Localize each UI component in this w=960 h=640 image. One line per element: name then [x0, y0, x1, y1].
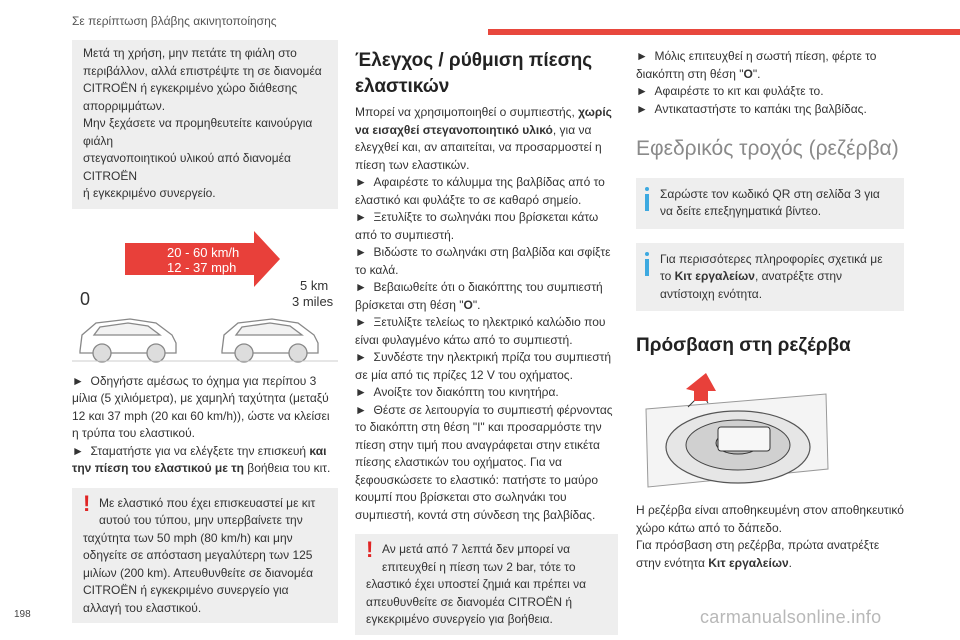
section-heading-pressure: Έλεγχος / ρύθμιση πίεσης ελαστικών [355, 50, 593, 97]
arrow-right-icon: ► [355, 175, 374, 189]
pressure-intro [355, 104, 618, 174]
list-item [636, 48, 904, 83]
access-text: Για πρόσβαση στη ρεζέρβα, πρώτα ανατρέξτε στην ενότητα [636, 538, 880, 570]
note-line: Μην ξεχάσετε να προμηθευτείτε καινούργια φιάλη [83, 116, 313, 148]
arrow-right-icon: ► [355, 245, 374, 259]
note-line: περιβάλλον, αλλά επιστρέψτε τη σε διανομέα [83, 63, 322, 78]
step-text: Ανοίξτε τον διακόπτη του κινητήρα. [373, 385, 559, 399]
step-text: Αφαιρέστε το κάλυμμα της βαλβίδας από το ελαστικό και φυλάξτε το σε καθαρό σημείο. [355, 175, 605, 207]
list-item [355, 209, 618, 244]
list-item [355, 174, 618, 209]
intro-bold-text: χωρίς να εισαχθεί στεγανοποιητικό υλικό [355, 105, 612, 137]
subheading-spare-access: Πρόσβαση στη ρεζέρβα [636, 335, 851, 356]
arrow-right-icon: ► [636, 49, 655, 63]
lift-arrow-icon [686, 373, 716, 401]
step-text: Αντικαταστήστε το καπάκι της βαλβίδας. [654, 101, 867, 116]
distance-miles-label: 3 miles [292, 293, 334, 309]
note-line: Μετά τη χρήση, μην πετάτε τη φιάλη στο [83, 46, 297, 60]
speed-warning-box [72, 488, 338, 624]
toolkit-info-box [636, 243, 904, 312]
info-icon [645, 252, 649, 276]
speed-kmh-label: 20 - 60 km/h [167, 244, 240, 260]
arrow-right-icon: ► [72, 373, 91, 388]
column-1 [72, 40, 338, 623]
pressure-warning-box [355, 534, 618, 635]
column-3 [636, 48, 904, 572]
check-text-end: βοήθεια του κιτ. [243, 461, 331, 475]
access-bold-text: Κιτ εργαλείων [708, 555, 789, 570]
list-item [355, 244, 618, 279]
arrow-right-icon: ► [355, 210, 374, 224]
spare-wheel-icon [636, 369, 836, 494]
step-text: Ξετυλίξτε τελείως το ηλεκτρικό καλώδιο που είναι φυλαγμένο κάτω από το συμπιεστή. [355, 315, 606, 347]
step-bold: O [743, 66, 753, 81]
arrow-right-icon: ► [72, 443, 91, 458]
arrow-right-icon: ► [355, 385, 374, 399]
list-item [355, 314, 618, 349]
step-text-end: ". [472, 297, 481, 312]
arrow-right-icon: ► [355, 315, 374, 329]
intro-text: Μπορεί να χρησιμοποιηθεί ο συμπιεστής, [355, 105, 579, 119]
pressure-steps-list [355, 174, 618, 524]
driving-distance-figure [72, 227, 338, 367]
step-text-end: ". [752, 66, 761, 81]
note-line: στεγανοποιητικού υλικού από διανομέα CITROËN [83, 151, 291, 183]
step-text: Συνδέστε την ηλεκτρική πρίζα του συμπιεστή σε μία από τις πρίζες 12 V του οχήματος. [355, 350, 612, 382]
note-line: απορριμμάτων. [83, 98, 166, 113]
arrow-right-icon: ► [355, 280, 374, 294]
info-text-end: , ανατρέξτε στην αντίστοιχη ενότητα. [660, 269, 843, 301]
step-text: Ξετυλίξτε το σωληνάκι που βρίσκεται κάτω από το συμπιεστή. [355, 210, 599, 242]
list-item [355, 279, 618, 314]
info-icon [645, 187, 649, 211]
spare-location-text: Η ρεζέρβα είναι αποθηκευμένη στον αποθηκευτικό χώρο κάτω από το δάπεδο. [636, 503, 904, 535]
arrow-right-icon: ► [636, 101, 655, 116]
intro-text-end: , για να ελεγχθεί και, αν απαιτείται, να προσαρμοστεί η πίεση των ελαστικών. [355, 122, 602, 172]
speed-warning-text: Με ελαστικό που έχει επισκευαστεί με κιτ αυτού του τύπου, μην υπερβαίνετε την ταχύτητα των 50 mph (80 km/h) και μην οδηγείτε σε απόσταση μεγαλύτερη των 125 μιλίων (200 km). Απευθυνθείτε σε διανομέα CITROËN ή εγκεκριμένο συνεργείο για αλλαγή του ελαστικού. [83, 495, 316, 615]
step-text: Αφαιρέστε το κιτ και φυλάξτε το. [654, 84, 824, 98]
recycling-note-box [72, 40, 338, 209]
check-text: Σταματήστε για να ελέγξετε την επισκευή [90, 443, 310, 458]
car-icon [222, 319, 318, 362]
list-item [355, 402, 618, 525]
qr-info-box [636, 178, 904, 229]
step-bold: O [463, 297, 473, 312]
distance-km-label: 5 km [300, 277, 329, 293]
toolkit-info-text [646, 251, 894, 304]
arrow-right-icon: ► [355, 350, 374, 364]
column-2 [355, 48, 618, 635]
drive-instruction-text: Οδηγήστε αμέσως το όχημα για περίπου 3 μίλια (5 χιλιόμετρα), με χαμηλή ταχύτητα (μεταξύ 12 και 37 mph (20 και 60 km/h)), ώστε να κλείσει η τρύπα του ελαστικού. [72, 373, 330, 440]
list-item [355, 384, 618, 402]
section-heading-spare-wheel: Εφεδρικός τροχός (ρεζέρβα) [636, 137, 899, 160]
warning-exclamation-icon: ! [366, 537, 374, 562]
info-text: Για περισσότερες πληροφορίες σχετικά με το [660, 251, 883, 283]
step-text: Βεβαιωθείτε ότι ο διακόπτης του συμπιεστή βρίσκεται στη θέση " [355, 280, 603, 312]
warning-exclamation-icon: ! [83, 490, 91, 516]
check-bold-text: και την πίεση του ελαστικού με τη [72, 443, 327, 475]
qr-info-text: Σαρώστε τον κωδικό QR στη σελίδα 3 για να δείτε επεξηγηματικά βίντεο. [660, 186, 880, 218]
start-zero-label: 0 [80, 288, 91, 309]
watermark: carmanualsonline.info [700, 607, 882, 627]
arrow-right-icon: ► [355, 402, 374, 417]
driving-diagram [72, 227, 338, 367]
step-text: Θέστε σε λειτουργία το συμπιεστή φέρνοντας το διακόπτη στη θέση "I" και προσαρμόστε την πίεση στην τιμή που αναγράφεται στην ετικέτα πίεσης ελαστικών του οχήματος. Για να ξεφουσκώσετε το ελαστικό: πατήστε το μαύρο κουμπί που βρίσκεται στο σωληνάκι του συμπιεστή, κοντά στη σύνδεση της βαλβίδας. [355, 402, 613, 522]
spare-wheel-figure [636, 369, 836, 494]
list-item [636, 83, 904, 101]
header-accent-bar [488, 29, 960, 35]
list-item [636, 101, 904, 119]
info-bold-text: Κιτ εργαλείων [674, 269, 755, 283]
list-item [355, 349, 618, 384]
note-line: CITROËN ή εγκεκριμένο χώρο διάθεσης [83, 81, 298, 95]
step-text: Βιδώστε το σωληνάκι στη βαλβίδα και σφίξτε το καλά. [355, 245, 611, 277]
car-icon [80, 319, 176, 362]
note-line: ή εγκεκριμένο συνεργείο. [83, 186, 216, 200]
page-number: 198 [14, 609, 31, 620]
drive-instruction [72, 373, 338, 443]
access-text-end: . [788, 555, 792, 570]
pressure-warning-text: Αν μετά από 7 λεπτά δεν μπορεί να επιτευχθεί η πίεση των 2 bar, τότε το ελαστικό έχει υποστεί ζημιά και πρέπει να απευθυνθείτε σε διανομέα CITROËN ή εγκεκριμένο συνεργείο για βοήθεια. [366, 542, 587, 626]
check-instruction [72, 443, 338, 478]
step-text: Μόλις επιτευχθεί η σωστή πίεση, φέρτε το διακόπτη στη θέση " [636, 49, 877, 81]
finish-steps-list [636, 48, 904, 118]
arrow-right-icon: ► [636, 84, 655, 98]
speed-mph-label: 12 - 37 mph [167, 259, 237, 275]
header-title: Σε περίπτωση βλάβης ακινητοποίησης [72, 14, 277, 28]
spare-access-text [636, 537, 904, 572]
